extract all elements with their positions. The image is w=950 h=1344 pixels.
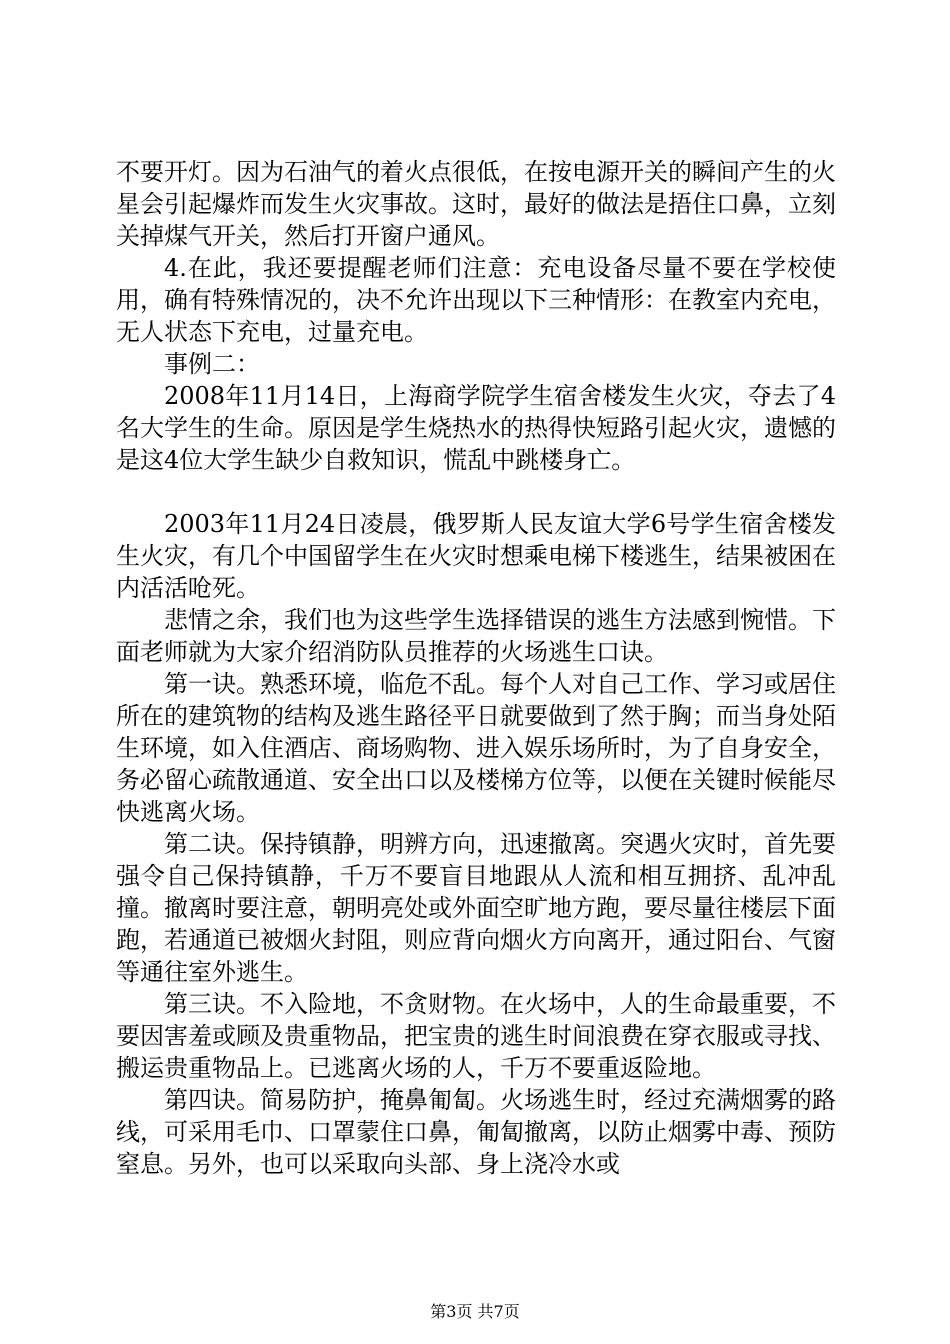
paragraph-moscow-fire: 2003年11月24日凌晨，俄罗斯人民友谊大学6号学生宿舍楼发生火灾，有几个中国留学生在火灾时想乘电梯下楼逃生，结果被困在内活活呛死。 — [116, 510, 836, 602]
paragraph-tip-two: 第二诀。保持镇静，明辨方向，迅速撤离。突遇火灾时，首先要强令自己保持镇静，千万不要盲目地跟从人流和相互拥挤、乱冲乱撞。撤离时要注意，朝明亮处或外面空旷地方跑，要尽量往楼层下面跑，若通道已被烟火封阻，则应背向烟火方向离开，通过阳台、气窗等通往室外逃生。 — [116, 830, 836, 986]
paragraph-charging-reminder: 4.在此，我还要提醒老师们注意：充电设备尽量不要在学校使用，确有特殊情况的，决不允许出现以下三种情形：在教室内充电，无人状态下充电，过量充电。 — [116, 254, 836, 346]
paragraph-escape-intro: 悲情之余，我们也为这些学生选择错误的逃生方法感到惋惜。下面老师就为大家介绍消防队员推荐的火场逃生口诀。 — [116, 606, 836, 666]
paragraph-tip-one: 第一诀。熟悉环境，临危不乱。每个人对自己工作、学习或居住所在的建筑物的结构及逃生路径平日就要做到了然于胸；而当身处陌生环境，如入住酒店、商场购物、进入娱乐场所时，为了自身安全，务必留心疏散通道、安全出口以及楼梯方位等，以便在关键时候能尽快逃离火场。 — [116, 670, 836, 826]
paragraph-continuation: 不要开灯。因为石油气的着火点很低，在按电源开关的瞬间产生的火星会引起爆炸而发生火灾事故。这时，最好的做法是捂住口鼻，立刻关掉煤气开关，然后打开窗户通风。 — [116, 158, 836, 250]
paragraph-tip-four: 第四诀。简易防护，掩鼻匍匐。火场逃生时，经过充满烟雾的路线，可采用毛巾、口罩蒙住口鼻，匍匐撤离，以防止烟雾中毒、预防窒息。另外，也可以采取向头部、身上浇冷水或 — [116, 1086, 836, 1178]
paragraph-case-two-heading: 事例二： — [164, 350, 260, 378]
paragraph-spacer — [116, 476, 836, 508]
page-number-footer: 第3页 共7页 — [430, 1302, 520, 1321]
paragraph-shanghai-fire: 2008年11月14日，上海商学院学生宿舍楼发生火灾，夺去了4名大学生的生命。原因是学生烧热水的热得快短路引起火灾，遗憾的是这4位大学生缺少自救知识，慌乱中跳楼身亡。 — [116, 382, 836, 474]
document-body — [116, 156, 836, 1180]
paragraph-tip-three: 第三诀。不入险地，不贪财物。在火场中，人的生命最重要，不要因害羞或顾及贵重物品，把宝贵的逃生时间浪费在穿衣服或寻找、搬运贵重物品上。已逃离火场的人，千万不要重返险地。 — [116, 990, 836, 1082]
